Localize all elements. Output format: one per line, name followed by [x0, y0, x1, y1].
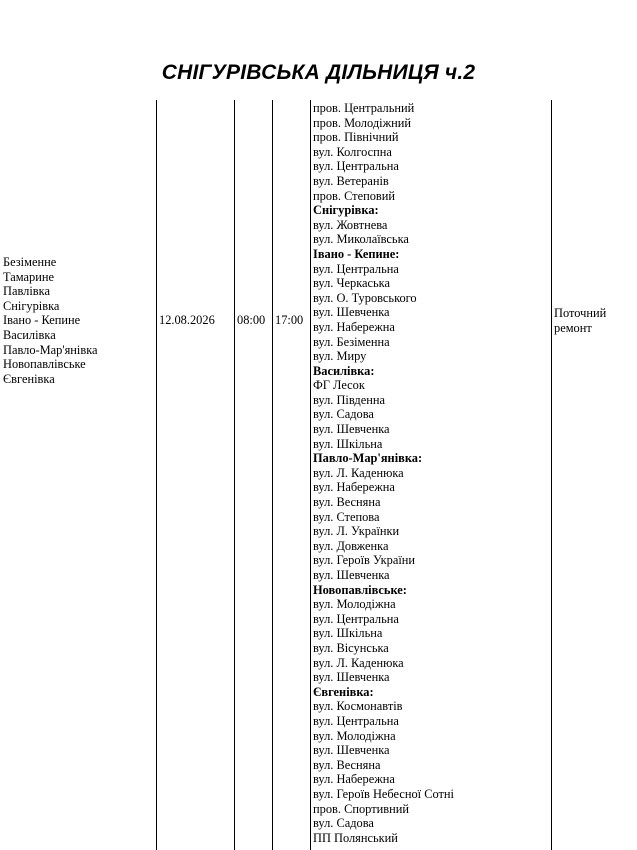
- table-divider: [551, 100, 552, 850]
- street-line: вул. Колгоспна: [313, 144, 392, 159]
- reason-text: ремонт: [554, 320, 592, 335]
- street-line: вул. Шевченка: [313, 568, 390, 582]
- table-divider: [156, 100, 157, 850]
- street-line: вул. Набережна: [313, 772, 395, 787]
- street-line: вул. Центральна: [313, 611, 399, 626]
- street-line: вул. Центральна: [313, 713, 399, 728]
- settlement-name: Новопавлівське: [3, 357, 86, 372]
- date-cell: 12.08.2026: [159, 313, 215, 327]
- street-line: вул. Жовтнева: [313, 217, 388, 232]
- street-line: вул. Шевченка: [313, 670, 390, 685]
- settlement-name: Павло-Мар'янівка: [3, 342, 98, 357]
- start-time-cell: 08:00: [237, 313, 266, 327]
- street-line: пров. Центральний: [313, 101, 415, 115]
- street-line: вул. Набережна: [313, 480, 395, 495]
- street-line: вул. Миру: [313, 349, 367, 364]
- settlement-name: Павлівка: [3, 284, 50, 299]
- settlement-name: Василівка: [3, 327, 56, 342]
- street-line: вул. Черкаська: [313, 276, 391, 291]
- street-line: Василівка:: [313, 363, 375, 378]
- street-line: Павло-Мар'янівка:: [313, 451, 423, 466]
- street-line: вул. Героїв України: [313, 553, 416, 568]
- reason-text: Поточний: [554, 306, 607, 320]
- table-divider: [310, 100, 311, 850]
- street-line: вул. Космонавтів: [313, 699, 403, 714]
- street-line: вул. Центральна: [313, 159, 399, 174]
- street-line: вул. Південна: [313, 392, 385, 407]
- street-line: Євгенівка:: [313, 684, 374, 699]
- street-line: вул. Набережна: [313, 319, 395, 334]
- page-title: СНІГУРІВСЬКА ДІЛЬНИЦЯ ч.2: [161, 61, 476, 84]
- street-line: вул. Весняна: [313, 495, 381, 510]
- street-line: ПП Полянський: [313, 830, 398, 845]
- settlement-name: Тамарине: [3, 269, 54, 284]
- street-line: вул. Шевченка: [313, 422, 390, 437]
- street-line: вул. Л. Каденюка: [313, 465, 404, 480]
- street-line: вул. Молодіжна: [313, 597, 396, 612]
- street-line: вул. Шкільна: [313, 436, 383, 451]
- street-line: вул. Л. Українки: [313, 524, 400, 539]
- street-line: Новопавлівське:: [313, 582, 407, 597]
- street-line: вул. Миколаївська: [313, 232, 409, 247]
- street-line: вул. Героїв Небесної Сотні: [313, 786, 455, 801]
- street-line: вул. Степова: [313, 509, 380, 524]
- settlement-name: Євгенівка: [3, 371, 55, 386]
- street-line: пров. Молодіжний: [313, 115, 412, 130]
- street-line: вул. Шевченка: [313, 305, 390, 320]
- street-line: ФГ Лесок: [313, 378, 365, 393]
- table-divider: [272, 100, 273, 850]
- settlement-name: Безіменне: [3, 255, 57, 269]
- street-line: вул. Садова: [313, 816, 374, 831]
- street-line: Івано - Кепине:: [313, 246, 400, 261]
- street-line: вул. Молодіжна: [313, 728, 396, 743]
- street-line: пров. Степовий: [313, 188, 396, 203]
- street-line: вул. Л. Каденюка: [313, 655, 404, 670]
- street-line: вул. О. Туровського: [313, 290, 417, 305]
- table-divider: [234, 100, 235, 850]
- street-line: вул. Довженка: [313, 538, 389, 553]
- street-line: вул. Вісунська: [313, 640, 389, 655]
- street-line: пров. Північний: [313, 130, 399, 145]
- street-line: вул. Шевченка: [313, 743, 390, 758]
- reason-cell: [554, 306, 634, 335]
- settlement-name: Івано - Кепине: [3, 313, 81, 328]
- street-line: вул. Безіменна: [313, 334, 390, 349]
- settlement-name: Снігурівка: [3, 298, 60, 313]
- street-line: Снігурівка:: [313, 203, 379, 218]
- streets-cell: [313, 101, 549, 845]
- street-line: вул. Центральна: [313, 261, 399, 276]
- settlements-cell: [3, 255, 153, 386]
- street-line: вул. Садова: [313, 407, 374, 422]
- end-time-cell: 17:00: [275, 313, 304, 327]
- street-line: вул. Ветеранів: [313, 173, 389, 188]
- street-line: вул. Шкільна: [313, 626, 383, 641]
- street-line: вул. Весняна: [313, 757, 381, 772]
- street-line: пров. Спортивний: [313, 801, 409, 816]
